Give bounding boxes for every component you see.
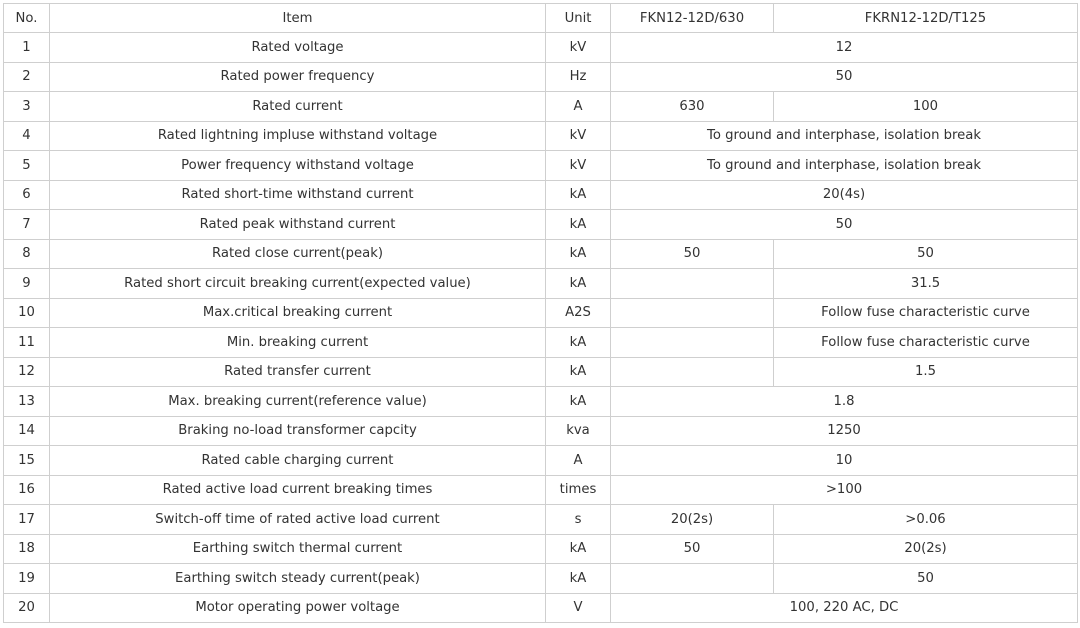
row-unit: kA xyxy=(546,239,611,269)
row-unit: Hz xyxy=(546,62,611,92)
row-value-model-b: Follow fuse characteristic curve xyxy=(774,298,1078,328)
row-item: Braking no-load transformer capcity xyxy=(50,416,546,446)
row-item: Rated transfer current xyxy=(50,357,546,387)
table-row xyxy=(4,416,1078,446)
row-value-model-a xyxy=(611,357,774,387)
row-number: 8 xyxy=(4,239,50,269)
row-item: Motor operating power voltage xyxy=(50,593,546,623)
header-model-a: FKN12-12D/630 xyxy=(611,4,774,33)
table-row xyxy=(4,92,1078,122)
table-row xyxy=(4,180,1078,210)
row-number: 5 xyxy=(4,151,50,181)
row-item: Max.critical breaking current xyxy=(50,298,546,328)
row-number: 1 xyxy=(4,33,50,63)
row-value-model-b: 100 xyxy=(774,92,1078,122)
row-unit: A xyxy=(546,446,611,476)
row-unit: kA xyxy=(546,387,611,417)
row-number: 2 xyxy=(4,62,50,92)
row-value-model-a: 50 xyxy=(611,239,774,269)
row-unit: times xyxy=(546,475,611,505)
table-row xyxy=(4,33,1078,63)
row-number: 7 xyxy=(4,210,50,240)
row-value-shared: 1250 xyxy=(611,416,1078,446)
row-value-model-a: 50 xyxy=(611,534,774,564)
row-value-shared: 50 xyxy=(611,210,1078,240)
row-unit: kA xyxy=(546,180,611,210)
row-item: Power frequency withstand voltage xyxy=(50,151,546,181)
table-row xyxy=(4,505,1078,535)
row-number: 10 xyxy=(4,298,50,328)
table-row xyxy=(4,121,1078,151)
row-number: 3 xyxy=(4,92,50,122)
row-value-model-b: 20(2s) xyxy=(774,534,1078,564)
row-unit: kA xyxy=(546,564,611,594)
row-item: Rated short circuit breaking current(expected value) xyxy=(50,269,546,299)
row-number: 16 xyxy=(4,475,50,505)
row-number: 20 xyxy=(4,593,50,623)
row-unit: kA xyxy=(546,357,611,387)
row-item: Rated current xyxy=(50,92,546,122)
row-item: Switch-off time of rated active load current xyxy=(50,505,546,535)
row-value-shared: >100 xyxy=(611,475,1078,505)
row-value-shared: 12 xyxy=(611,33,1078,63)
row-item: Earthing switch thermal current xyxy=(50,534,546,564)
table-row xyxy=(4,210,1078,240)
row-number: 15 xyxy=(4,446,50,476)
row-value-model-a: 20(2s) xyxy=(611,505,774,535)
row-item: Rated peak withstand current xyxy=(50,210,546,240)
row-number: 6 xyxy=(4,180,50,210)
row-value-model-a: 630 xyxy=(611,92,774,122)
row-value-shared: To ground and interphase, isolation break xyxy=(611,121,1078,151)
row-unit: s xyxy=(546,505,611,535)
table-row xyxy=(4,269,1078,299)
row-unit: A xyxy=(546,92,611,122)
row-value-shared: 10 xyxy=(611,446,1078,476)
row-number: 12 xyxy=(4,357,50,387)
row-item: Rated voltage xyxy=(50,33,546,63)
row-item: Rated active load current breaking times xyxy=(50,475,546,505)
row-number: 9 xyxy=(4,269,50,299)
row-item: Rated close current(peak) xyxy=(50,239,546,269)
row-value-model-a xyxy=(611,298,774,328)
row-number: 18 xyxy=(4,534,50,564)
table-row xyxy=(4,475,1078,505)
row-item: Rated lightning impluse withstand voltage xyxy=(50,121,546,151)
row-number: 14 xyxy=(4,416,50,446)
row-value-shared: 100, 220 AC, DC xyxy=(611,593,1078,623)
row-unit: kA xyxy=(546,210,611,240)
row-unit: V xyxy=(546,593,611,623)
table-row xyxy=(4,328,1078,358)
table-row xyxy=(4,62,1078,92)
row-value-model-b: 50 xyxy=(774,239,1078,269)
row-unit: A2S xyxy=(546,298,611,328)
header-row xyxy=(4,4,1078,33)
row-number: 4 xyxy=(4,121,50,151)
table-row xyxy=(4,357,1078,387)
table-row xyxy=(4,151,1078,181)
header-no: No. xyxy=(4,4,50,33)
row-item: Rated short-time withstand current xyxy=(50,180,546,210)
table-row xyxy=(4,446,1078,476)
row-value-model-b: 1.5 xyxy=(774,357,1078,387)
row-number: 13 xyxy=(4,387,50,417)
row-unit: kV xyxy=(546,33,611,63)
row-item: Max. breaking current(reference value) xyxy=(50,387,546,417)
row-unit: kA xyxy=(546,328,611,358)
row-value-shared: 50 xyxy=(611,62,1078,92)
table-row xyxy=(4,239,1078,269)
row-value-model-a xyxy=(611,564,774,594)
spec-table xyxy=(3,3,1078,623)
row-value-shared: 1.8 xyxy=(611,387,1078,417)
row-item: Rated cable charging current xyxy=(50,446,546,476)
header-unit: Unit xyxy=(546,4,611,33)
row-unit: kA xyxy=(546,534,611,564)
row-unit: kva xyxy=(546,416,611,446)
row-value-model-b: 31.5 xyxy=(774,269,1078,299)
row-value-shared: 20(4s) xyxy=(611,180,1078,210)
row-value-shared: To ground and interphase, isolation break xyxy=(611,151,1078,181)
row-value-model-b: Follow fuse characteristic curve xyxy=(774,328,1078,358)
header-item: Item xyxy=(50,4,546,33)
row-number: 19 xyxy=(4,564,50,594)
row-value-model-b: 50 xyxy=(774,564,1078,594)
row-number: 17 xyxy=(4,505,50,535)
row-value-model-b: >0.06 xyxy=(774,505,1078,535)
row-item: Earthing switch steady current(peak) xyxy=(50,564,546,594)
table-row xyxy=(4,387,1078,417)
table-row xyxy=(4,298,1078,328)
row-unit: kA xyxy=(546,269,611,299)
table-row xyxy=(4,593,1078,623)
table-row xyxy=(4,534,1078,564)
row-number: 11 xyxy=(4,328,50,358)
row-item: Rated power frequency xyxy=(50,62,546,92)
table-row xyxy=(4,564,1078,594)
row-item: Min. breaking current xyxy=(50,328,546,358)
row-unit: kV xyxy=(546,121,611,151)
row-value-model-a xyxy=(611,328,774,358)
row-unit: kV xyxy=(546,151,611,181)
spec-table-body xyxy=(4,4,1078,623)
row-value-model-a xyxy=(611,269,774,299)
header-model-b: FKRN12-12D/T125 xyxy=(774,4,1078,33)
